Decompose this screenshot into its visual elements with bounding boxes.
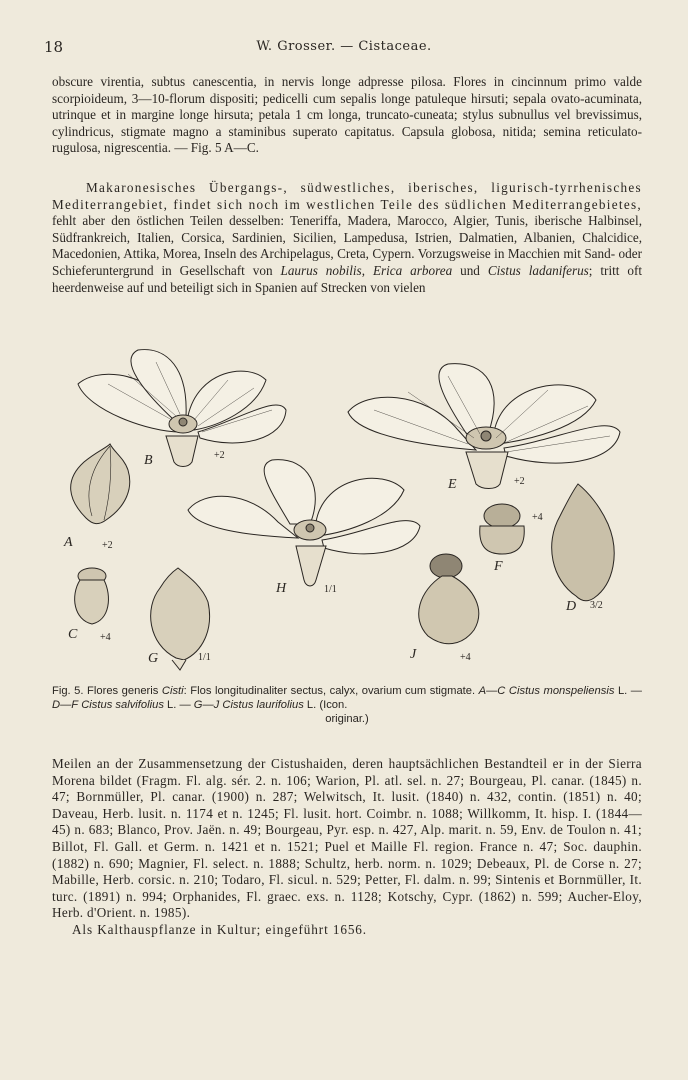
description-text: obscure virentia, subtus canescentia, in nervis longe adpresse pilosa. Flores in cincinnum primo valde scorpioideum, 3—10-florum dispositi; pedicelli cum sepalis longe patuleque hirsuti; sepala ovato-acuminata, utrinque et in margine longe hirsuta; petala 1 cm longa, truncato-cuneata; stylus subnullus vel brevissimus, cylindricus, stigmate magno a staminibus superato capitatus. Capsula globosa, nitida; semina reticulato-rugulosa, nigrescentia. — Fig. 5 A—C.: [52, 74, 642, 156]
label-j: J: [410, 647, 417, 662]
caption-species-monspeliensis: Cistus monspeliensis: [508, 685, 615, 697]
scale-b: +2: [214, 450, 225, 461]
label-g: G: [148, 651, 159, 666]
caption-author: L. —: [614, 685, 642, 697]
botanical-figure: [48, 340, 648, 680]
figure-caption: [52, 684, 642, 727]
caption-species-salvifolius: Cistus salvifolius: [81, 699, 164, 712]
caption-genus: Cisti: [161, 685, 184, 697]
ovary-f: [480, 504, 525, 554]
label-d: D: [566, 599, 577, 614]
caption-species-laurifolius: Cistus laurifolius: [222, 699, 304, 712]
flower-section-e: [348, 364, 620, 489]
scale-f: +4: [532, 512, 543, 523]
separator: und: [452, 262, 488, 278]
label-a: A: [64, 535, 73, 550]
page-header: [44, 38, 644, 60]
scale-a: +2: [102, 540, 113, 551]
ovary-j: [419, 554, 479, 644]
caption-author: L. (Icon.: [303, 699, 348, 712]
scale-e: +2: [514, 476, 525, 487]
species-cistus-ladaniferus: Cistus ladaniferus: [487, 262, 589, 278]
running-title: W. Grosser. — Cistaceae.: [256, 39, 432, 54]
scale-h: 1/1: [324, 584, 337, 595]
page-number: 18: [44, 38, 64, 56]
label-f: F: [494, 559, 503, 574]
caption-description: : Flos longitudinaliter sectus, calyx, ovarium cum stigmate.: [183, 685, 479, 697]
scale-d: 3/2: [590, 600, 603, 611]
exsiccatae-paragraph: [52, 756, 642, 939]
caption-range-g-j: G—J: [193, 699, 220, 712]
calyx-a: [71, 444, 130, 524]
scale-g: 1/1: [198, 652, 211, 663]
distribution-lead: Makaronesisches Übergangs-, südwestliches, iberisches, ligurisch-tyrrhenisches Mediterrangebiet, findet sich noch im westlichen Teile des südlichen Mediterrangebietes,: [52, 180, 642, 212]
species-erica: Erica arborea: [372, 262, 453, 278]
caption-range-a-c: A—C: [478, 685, 506, 697]
calyx-d: [552, 484, 614, 601]
ovary-c: [75, 568, 109, 624]
distribution-paragraph: [52, 180, 642, 296]
caption-author: L. —: [163, 699, 194, 712]
distribution-tail: ; tritt oft heerdenweise auf und beteiligt sich in Spanien auf Strecken von vielen: [52, 262, 643, 295]
label-b: B: [144, 453, 153, 468]
caption-range-d-f: D—F: [52, 699, 79, 712]
caption-fig-number: Fig. 5.: [52, 685, 84, 697]
label-e: E: [448, 477, 457, 492]
species-laurus: Laurus nobilis: [280, 262, 362, 278]
separator: ,: [361, 262, 373, 278]
scale-c: +4: [100, 632, 111, 643]
label-c: C: [68, 627, 78, 642]
description-paragraph: [52, 74, 642, 157]
distribution-text: [52, 180, 642, 296]
caption-intro: Flores generis: [83, 685, 162, 697]
cultivation-text: Als Kalthauspflanze in Kultur; eingeführt 1656.: [72, 921, 368, 937]
exsiccatae-text: Meilen an der Zusammensetzung der Cistushaiden, deren hauptsächlichen Bestandteil er in der Sierra Morena bildet (Fragm. Fl. alg. sér. 2. n. 106; Warion, Pl. atl. sel. n. 27; Bourgeau, Pl. canar. (1845) n. 47; Bornmüller, Pl. canar. (1900) n. 287; Welwitsch, It. lusit. (1840) n. 432, contin. (1851) n. 40; Daveau, Herb. lusit. n. 1174 et n. 1245; Fl. lusit. hort. Coimbr. n. 1088; Willkomm, It. hisp. I. (1844—45) n. 683; Blanco, Prov. Jaën. n. 49; Bourgeau, Pyr. esp. n. 427, Alp. marit. n. 59, Env. de Toulon n. 41; Billot, Fl. Gall. et Germ. n. 1421 et n. 1521; Puel et Maille Fl. region. France n. 47; Soc. dauphin. (1882) n. 690; Magnier, Fl. select. n. 1888; Schultz, herb. norm. n. 1029; Debeaux, Pl. de Corse n. 27; Mabille, Herb. corsic. n. 210; Todaro, Fl. sicul. n. 529; Petter, Fl. dalm. n. 99; Sintenis et Bornmüller, It. turc. (1891) n. 994; Orphanides, Fl. graec. exs. n. 1128; Kotschy, Cypr. (1862) n. 599; Aucher-Eloy, Herb. d'Orient. n. 1985).: [52, 756, 642, 921]
scale-j: +4: [460, 652, 471, 663]
label-h: H: [276, 581, 287, 596]
distribution-body: fehlt aber den östlichen Teilen desselben: Teneriffa, Madera, Marocco, Algier, Tunis, iberische Halbinsel, Südfrankreich, Italien, Corsica, Sardinien, Sicilien, Lampedusa, Istrien, Dalmatien, Albanien, Chalcidice, Macedonien, Attika, Morea, Inseln des Archipelagus, Creta, Cypern. Vorzugsweise in Macchien mit Sand- oder Schieferuntergrund in Gesellschaft von: [52, 213, 642, 278]
flower-illustration: [48, 340, 648, 680]
caption-end: originar.): [325, 713, 369, 726]
flower-section-h: [188, 460, 420, 586]
